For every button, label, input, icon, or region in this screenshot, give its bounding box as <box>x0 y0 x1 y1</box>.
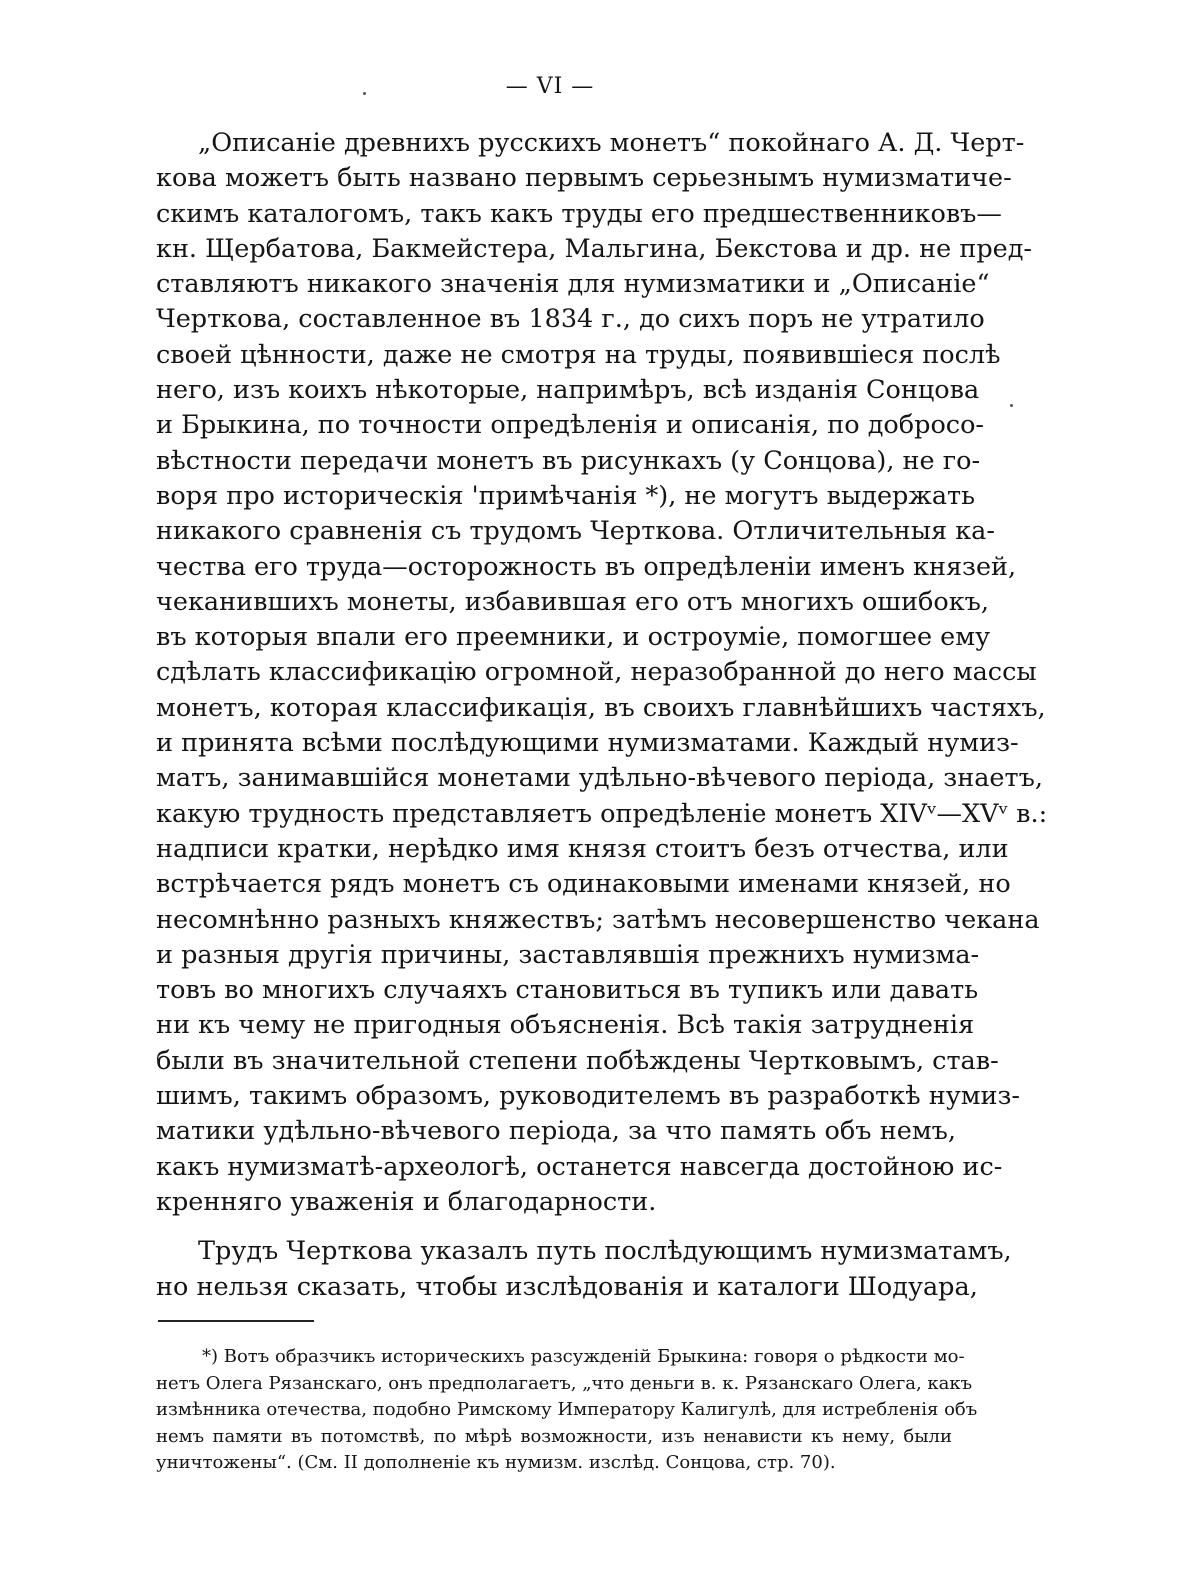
text-line: чества его труда—осторожность въ опредѣленіи именъ князей, <box>156 551 1017 582</box>
page-number: — VI — <box>505 74 595 99</box>
text-line: кн. Щербатова, Бакмейстера, Мальгина, Бекстова и др. не пред- <box>156 233 1033 264</box>
text-line: монетъ, которая классификація, въ своихъ главнѣйшихъ частяхъ, <box>156 692 1046 723</box>
text-line: въ которыя впали его преемники, и остроуміе, помогшее ему <box>156 622 991 653</box>
text-line: и принята всѣми послѣдующими нумизматами. Каждый нумиз- <box>156 728 1019 759</box>
text-line: никакого сравненія съ трудомъ Черткова. Отличительныя ка- <box>156 516 995 547</box>
text-line: встрѣчается рядъ монетъ съ одинаковыми именами князей, но <box>156 869 1011 900</box>
text-line: чеканившихъ монеты, избавившая его отъ многихъ ошибокъ, <box>156 586 989 617</box>
text-line: него, изъ коихъ нѣкоторые, напримѣръ, всѣ изданія Сонцова <box>156 375 980 406</box>
text-line: Черткова, составленное въ 1834 г., до сихъ поръ не утратило <box>156 304 985 335</box>
footnote-line: *) Вотъ образчикъ историческихъ разсужденій Брыкина: говоря о рѣдкости мо- <box>202 1346 965 1367</box>
body-text <box>156 126 1048 1305</box>
text-line: кренняго уваженія и благодарности. <box>156 1186 657 1217</box>
text-line: но нельзя сказать, чтобы изслѣдованія и каталоги Шодуара, <box>156 1271 978 1302</box>
text-line: и разныя другія причины, заставлявшія прежнихъ нумизма- <box>156 939 980 970</box>
text-line: воря про историческія 'примѣчанія *), не могутъ выдержать <box>156 480 976 511</box>
scan-speck <box>363 92 366 95</box>
footnote-line: измѣнника отечества, подобно Римскому Императору Калигулѣ, для истребленія объ <box>156 1399 978 1420</box>
text-line: были въ значительной степени побѣждены Чертковымъ, став- <box>156 1045 999 1076</box>
text-line: вѣстности передачи монетъ въ рисункахъ (у Сонцова), не го- <box>156 445 981 476</box>
footnote-line: уничтожены“. (См. II дополненіе къ нумизм. изслѣд. Сонцова, стр. 70). <box>156 1452 836 1473</box>
text-line: какъ нумизматѣ-археологѣ, останется навсегда достойною ис- <box>156 1151 1003 1182</box>
text-line: кова можетъ быть названо первымъ серьезнымъ нумизматичe- <box>156 163 1012 194</box>
text-line: Трудъ Черткова указалъ путь послѣдующимъ нумизматамъ, <box>198 1236 1012 1267</box>
text-line: матики удѣльно-вѣчевого періода, за что память объ немъ, <box>156 1116 956 1147</box>
text-line: какую трудность представляетъ опредѣленіе монетъ XIVᵛ—XVᵛ в.: <box>156 798 1048 829</box>
footnote-line: немъ памяти въ потомствѣ, по мѣрѣ возможности, изъ ненависти къ нему, были <box>156 1425 952 1447</box>
text-line: ставляютъ никакого значенія для нумизматики и „Описаніе“ <box>156 269 990 300</box>
footnote <box>156 1344 978 1477</box>
footnote-line: нетъ Олега Рязанскаго, онъ предполагаетъ, „что деньги в. к. Рязанскаго Олега, какъ <box>156 1372 973 1394</box>
text-line: товъ во многихъ случаяхъ становиться въ тупикъ или давать <box>156 975 979 1006</box>
text-line: ни къ чему не пригодныя объясненія. Всѣ такія затрудненія <box>156 1010 975 1041</box>
text-line: несомнѣнно разныхъ княжествъ; затѣмъ несовершенство чекана <box>156 904 1040 935</box>
text-line: шимъ, такимъ образомъ, руководителемъ въ разработкѣ нумиз- <box>156 1081 1021 1112</box>
text-line: надписи кратки, нерѣдко имя князя стоитъ безъ отчества, или <box>156 833 1009 864</box>
text-line: матъ, занимавшійся монетами удѣльно-вѣчевого періода, знаетъ, <box>156 763 1043 794</box>
text-line: скимъ каталогомъ, такъ какъ труды его предшественниковъ— <box>156 198 1002 229</box>
text-line: своей цѣнности, даже не смотря на труды, появившіеся послѣ <box>156 339 1001 370</box>
text-line: сдѣлать классификацію огромной, неразобранной до него массы <box>156 657 1037 688</box>
text-line: и Брыкина, по точности опредѣленія и описанія, по добросо- <box>156 410 985 441</box>
text-line: „Описаніе древнихъ русскихъ монетъ“ покойнаго А. Д. Черт- <box>198 128 1025 158</box>
scan-speck <box>1010 404 1013 407</box>
footnote-divider <box>158 1320 314 1322</box>
